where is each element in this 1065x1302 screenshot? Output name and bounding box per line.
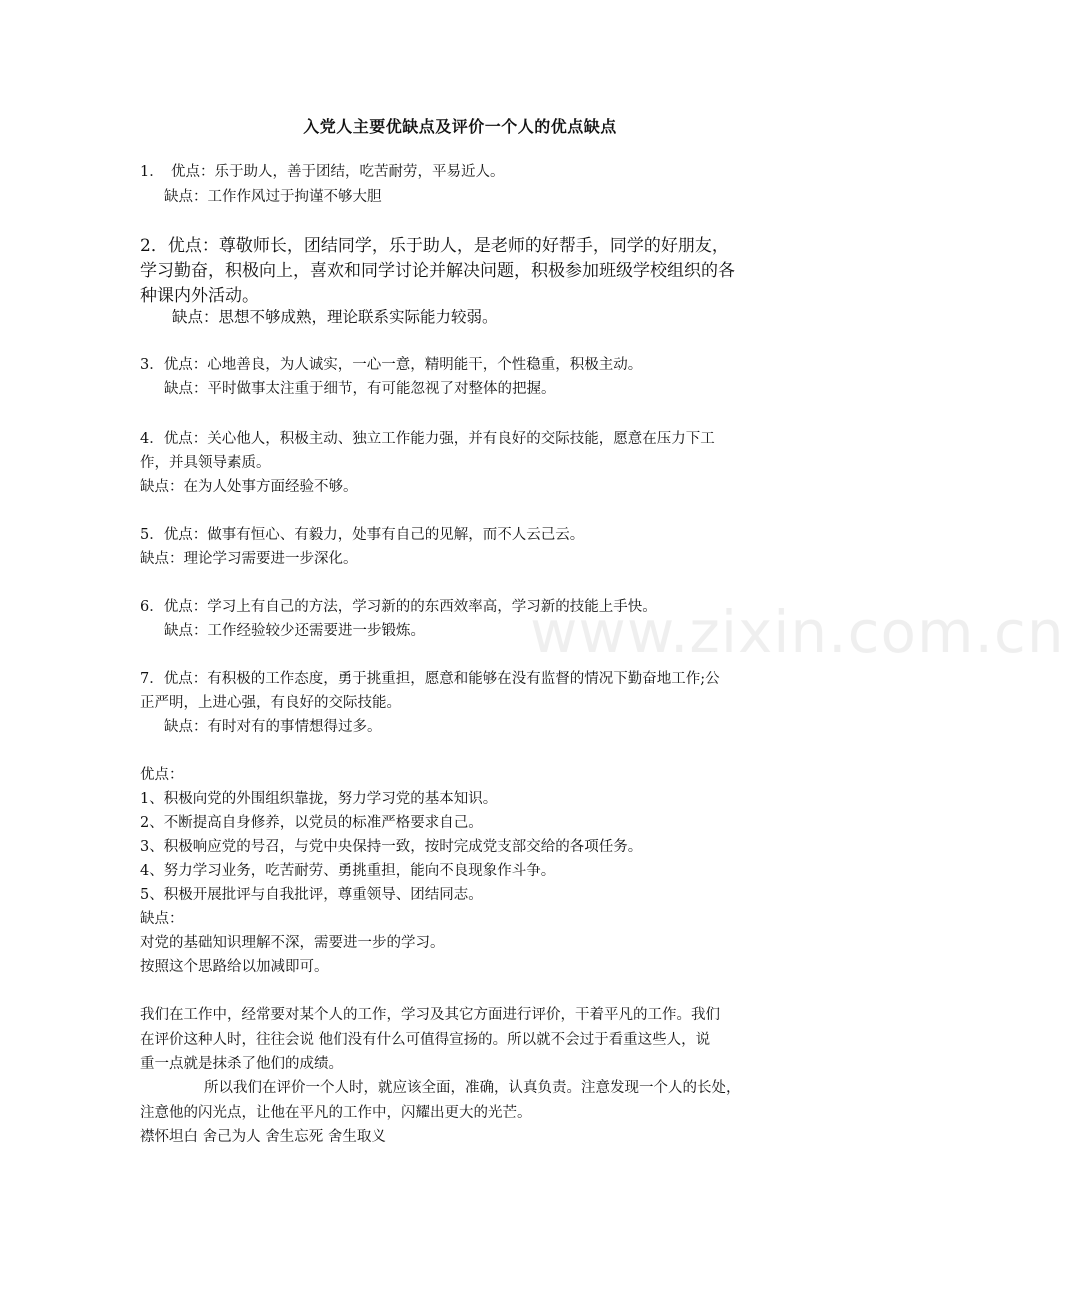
item-6-strengths: 6．优点：学习上有自己的方法，学习新的的东西效率高，学习新的技能上手快。 bbox=[140, 599, 657, 615]
item-1-strengths: 1． 优点：乐于助人，善于团结，吃苦耐劳，平易近人。 bbox=[140, 164, 505, 180]
paragraph-line: 重一点就是抹杀了他们的成绩。 bbox=[140, 1056, 343, 1072]
strength-list-item: 3、积极响应党的号召，与党中央保持一致，按时完成党支部交给的各项任务。 bbox=[140, 839, 643, 855]
item-1-weaknesses: 缺点：工作作风过于拘谨不够大胆 bbox=[164, 189, 382, 205]
paragraph-line: 注意他的闪光点，让他在平凡的工作中，闪耀出更大的光芒。 bbox=[140, 1105, 532, 1121]
weaknesses-heading: 缺点： bbox=[140, 911, 184, 927]
weakness-list-item: 对党的基础知识理解不深，需要进一步的学习。 bbox=[140, 935, 445, 951]
strength-list-item: 5、积极开展批评与自我批评，尊重领导、团结同志。 bbox=[140, 887, 483, 903]
item-6-weaknesses: 缺点：工作经验较少还需要进一步锻炼。 bbox=[164, 623, 425, 639]
item-2-weaknesses: 缺点：思想不够成熟，理论联系实际能力较弱。 bbox=[172, 308, 498, 326]
item-4-weaknesses: 缺点：在为人处事方面经验不够。 bbox=[140, 479, 358, 495]
watermark: www.zixin.com.cn bbox=[530, 598, 1065, 666]
item-3-weaknesses: 缺点：平时做事太注重于细节，有可能忽视了对整体的把握。 bbox=[164, 381, 556, 397]
note-line: 按照这个思路给以加减即可。 bbox=[140, 959, 329, 975]
item-7-strengths-line-1: 7．优点：有积极的工作态度，勇于挑重担，愿意和能够在没有监督的情况下勤奋地工作;公 bbox=[140, 671, 720, 687]
strengths-heading: 优点： bbox=[140, 767, 184, 783]
item-7-strengths-line-2: 正严明，上进心强，有良好的交际技能。 bbox=[140, 695, 401, 711]
page-title: 入党人主要优缺点及评价一个人的优点缺点 bbox=[303, 117, 617, 136]
closing-phrases: 襟怀坦白 舍己为人 舍生忘死 舍生取义 bbox=[140, 1129, 386, 1145]
item-5-strengths: 5．优点：做事有恒心、有毅力，处事有自己的见解，而不人云己云。 bbox=[140, 527, 585, 543]
strength-list-item: 4、努力学习业务，吃苦耐劳、勇挑重担，能向不良现象作斗争。 bbox=[140, 863, 556, 879]
strength-list-item: 2、不断提高自身修养，以党员的标准严格要求自己。 bbox=[140, 815, 483, 831]
item-2-strengths-line-1: 2．优点：尊敬师长，团结同学，乐于助人，是老师的好帮手，同学的好朋友， bbox=[140, 236, 729, 256]
paragraph-line: 我们在工作中，经常要对某个人的工作，学习及其它方面进行评价，干着平凡的工作。我们 bbox=[140, 1007, 720, 1023]
item-3-strengths: 3．优点：心地善良，为人诚实，一心一意，精明能干，个性稳重，积极主动。 bbox=[140, 357, 643, 373]
item-4-strengths-line-2: 作，并具领导素质。 bbox=[140, 455, 271, 471]
item-7-weaknesses: 缺点：有时对有的事情想得过多。 bbox=[164, 719, 382, 735]
item-2-strengths-line-3: 种课内外活动。 bbox=[140, 286, 259, 306]
strength-list-item: 1、积极向党的外围组织靠拢，努力学习党的基本知识。 bbox=[140, 791, 498, 807]
item-4-strengths-line-1: 4．优点：关心他人，积极主动、独立工作能力强，并有良好的交际技能，愿意在压力下工 bbox=[140, 431, 715, 447]
paragraph-line: 所以我们在评价一个人时，就应该全面，准确，认真负责。注意发现一个人的长处， bbox=[204, 1080, 741, 1096]
paragraph-line: 在评价这种人时，往往会说 他们没有什么可值得宣扬的。所以就不会过于看重这些人，说 bbox=[140, 1032, 711, 1048]
item-5-weaknesses: 缺点：理论学习需要进一步深化。 bbox=[140, 551, 358, 567]
item-2-strengths-line-2: 学习勤奋，积极向上，喜欢和同学讨论并解决问题，积极参加班级学校组织的各 bbox=[140, 261, 735, 281]
